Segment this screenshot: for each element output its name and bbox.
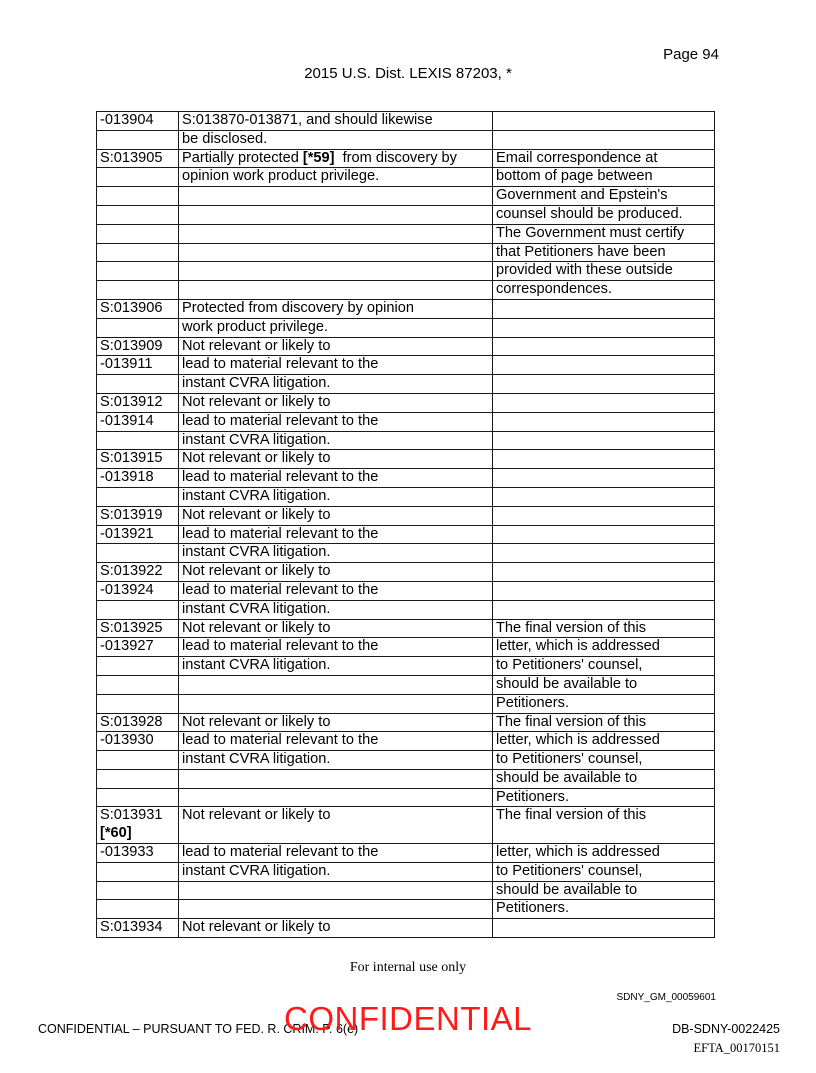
doc-number-cell [97,600,179,619]
table-row [97,450,715,469]
doc-number-cell: S:013922 [97,563,179,582]
ruling-cell: instant CVRA litigation. [179,487,493,506]
doc-number-cell: -013911 [97,356,179,375]
notes-cell: Petitioners. [493,694,715,713]
ruling-cell: Not relevant or likely to [179,619,493,638]
table-row [97,337,715,356]
doc-number-cell [97,281,179,300]
table-row [97,375,715,394]
table-row [97,769,715,788]
doc-number-cell [97,187,179,206]
doc-number-cell [97,262,179,281]
doc-number-cell: -013921 [97,525,179,544]
doc-number-cell [97,694,179,713]
ruling-cell: instant CVRA litigation. [179,862,493,881]
ruling-cell: work product privilege. [179,318,493,337]
doc-number-cell: S:013934 [97,919,179,938]
ruling-cell: lead to material relevant to the [179,732,493,751]
table-row [97,243,715,262]
doc-number-cell: S:013928 [97,713,179,732]
doc-number-cell [97,769,179,788]
ruling-cell: Not relevant or likely to [179,393,493,412]
doc-number-cell: S:013931 [*60] [97,807,179,844]
doc-number-cell [97,168,179,187]
table-row [97,581,715,600]
notes-cell: Government and Epstein's [493,187,715,206]
doc-number-cell: S:013906 [97,299,179,318]
table-row [97,751,715,770]
doc-number-cell: -013927 [97,638,179,657]
doc-number-cell: -013904 [97,112,179,131]
ruling-cell: lead to material relevant to the [179,844,493,863]
ruling-cell [179,675,493,694]
table-row [97,713,715,732]
table-row [97,431,715,450]
ruling-cell: lead to material relevant to the [179,469,493,488]
notes-cell: Email correspondence at [493,149,715,168]
notes-cell [493,469,715,488]
notes-cell [493,318,715,337]
ruling-cell [179,281,493,300]
doc-number-cell [97,243,179,262]
ruling-cell: lead to material relevant to the [179,638,493,657]
ruling-cell: Not relevant or likely to [179,807,493,844]
ruling-cell [179,205,493,224]
notes-cell [493,393,715,412]
doc-number-cell [97,130,179,149]
notes-cell [493,375,715,394]
notes-cell: Petitioners. [493,900,715,919]
ruling-cell: Not relevant or likely to [179,713,493,732]
ruling-cell: Protected from discovery by opinion [179,299,493,318]
table-row [97,862,715,881]
ruling-cell: instant CVRA litigation. [179,600,493,619]
table-row [97,299,715,318]
table-row [97,112,715,131]
table-row [97,187,715,206]
notes-cell: to Petitioners' counsel, [493,862,715,881]
notes-cell: provided with these outside [493,262,715,281]
doc-number-cell [97,900,179,919]
table-row [97,619,715,638]
privilege-log-table [96,111,715,938]
notes-cell [493,581,715,600]
notes-cell: bottom of page between [493,168,715,187]
page-marker: [*59] [302,149,335,166]
table-row [97,149,715,168]
doc-number-cell: S:013915 [97,450,179,469]
table-row [97,881,715,900]
ruling-cell [179,788,493,807]
ruling-cell [179,262,493,281]
doc-number-cell: S:013912 [97,393,179,412]
doc-number-cell: S:013925 [97,619,179,638]
doc-number-cell [97,657,179,676]
doc-number-cell [97,544,179,563]
table-row [97,900,715,919]
ruling-cell: lead to material relevant to the [179,412,493,431]
ruling-cell: Not relevant or likely to [179,506,493,525]
table-row [97,281,715,300]
efta-number: EFTA_00170151 [693,1041,780,1055]
table-row [97,788,715,807]
doc-number-cell [97,751,179,770]
notes-cell [493,337,715,356]
internal-use-notice: For internal use only [349,960,467,975]
page-marker: [*60] [100,825,132,842]
doc-number-cell: -013918 [97,469,179,488]
table-row [97,807,715,844]
doc-number-cell: S:013919 [97,506,179,525]
notes-cell [493,506,715,525]
page-number: Page 94 [663,46,719,63]
notes-cell: should be available to [493,769,715,788]
ruling-cell: instant CVRA litigation. [179,751,493,770]
doc-number-cell [97,375,179,394]
notes-cell: correspondences. [493,281,715,300]
notes-cell [493,563,715,582]
table-row [97,844,715,863]
notes-cell [493,450,715,469]
case-citation: 2015 U.S. Dist. LEXIS 87203, * [304,65,512,82]
notes-cell [493,130,715,149]
notes-cell: Petitioners. [493,788,715,807]
notes-cell [493,487,715,506]
table-row [97,694,715,713]
table-row [97,732,715,751]
table-row [97,318,715,337]
table-row [97,356,715,375]
notes-cell [493,544,715,563]
table-row [97,130,715,149]
doc-number-cell [97,224,179,243]
ruling-cell: opinion work product privilege. [179,168,493,187]
table-row [97,638,715,657]
ruling-cell [179,694,493,713]
doc-number-cell [97,318,179,337]
notes-cell [493,525,715,544]
table-row [97,544,715,563]
table-row [97,600,715,619]
table-row [97,224,715,243]
notes-cell: The final version of this [493,619,715,638]
notes-cell [493,919,715,938]
notes-cell [493,356,715,375]
ruling-cell [179,243,493,262]
doc-number-cell: S:013905 [97,149,179,168]
ruling-cell: be disclosed. [179,130,493,149]
ruling-cell: lead to material relevant to the [179,581,493,600]
doc-number-cell [97,675,179,694]
table-row [97,412,715,431]
table-row [97,262,715,281]
ruling-cell: Not relevant or likely to [179,563,493,582]
ruling-cell: instant CVRA litigation. [179,375,493,394]
table-row [97,563,715,582]
table-row [97,205,715,224]
notes-cell [493,299,715,318]
table-row [97,919,715,938]
ruling-cell [179,224,493,243]
bates-number-gm: SDNY_GM_00059601 [616,992,716,1003]
table-row [97,525,715,544]
ruling-cell: instant CVRA litigation. [179,544,493,563]
table-row [97,487,715,506]
notes-cell: counsel should be produced. [493,205,715,224]
notes-cell [493,431,715,450]
table-row [97,506,715,525]
doc-number-cell: -013933 [97,844,179,863]
ruling-cell: lead to material relevant to the [179,525,493,544]
notes-cell: letter, which is addressed [493,638,715,657]
ruling-cell: Not relevant or likely to [179,450,493,469]
table-row [97,393,715,412]
table-row [97,675,715,694]
notes-cell [493,412,715,431]
notes-cell: that Petitioners have been [493,243,715,262]
ruling-cell: Not relevant or likely to [179,337,493,356]
ruling-cell [179,769,493,788]
notes-cell: letter, which is addressed [493,844,715,863]
notes-cell [493,600,715,619]
doc-number-cell [97,205,179,224]
doc-number-cell: S:013909 [97,337,179,356]
ruling-cell: Not relevant or likely to [179,919,493,938]
table-row [97,168,715,187]
notes-cell [493,112,715,131]
notes-cell: The final version of this [493,713,715,732]
notes-cell: should be available to [493,675,715,694]
doc-number-cell [97,881,179,900]
doc-number-cell [97,862,179,881]
ruling-cell [179,187,493,206]
ruling-cell: instant CVRA litigation. [179,431,493,450]
ruling-cell [179,900,493,919]
notes-cell: The Government must certify [493,224,715,243]
table-row [97,469,715,488]
ruling-cell: S:013870-013871, and should likewise [179,112,493,131]
ruling-cell: instant CVRA litigation. [179,657,493,676]
ruling-cell: lead to material relevant to the [179,356,493,375]
bates-number-db: DB-SDNY-0022425 [672,1022,780,1036]
notes-cell: should be available to [493,881,715,900]
doc-number-cell [97,431,179,450]
table-row [97,657,715,676]
confidential-stamp: CONFIDENTIAL [283,1000,533,1037]
notes-cell: to Petitioners' counsel, [493,751,715,770]
confidential-rule-notice: CONFIDENTIAL – PURSUANT TO FED. R. CRIM. P. 6(e) [38,1022,359,1036]
doc-number-cell: -013930 [97,732,179,751]
notes-cell: letter, which is addressed [493,732,715,751]
doc-number-cell [97,788,179,807]
doc-number-cell [97,487,179,506]
doc-number-cell: -013914 [97,412,179,431]
notes-cell: The final version of this [493,807,715,844]
notes-cell: to Petitioners' counsel, [493,657,715,676]
ruling-cell: Partially protected [*59] from discovery by [179,149,493,168]
ruling-cell [179,881,493,900]
doc-number-cell: -013924 [97,581,179,600]
